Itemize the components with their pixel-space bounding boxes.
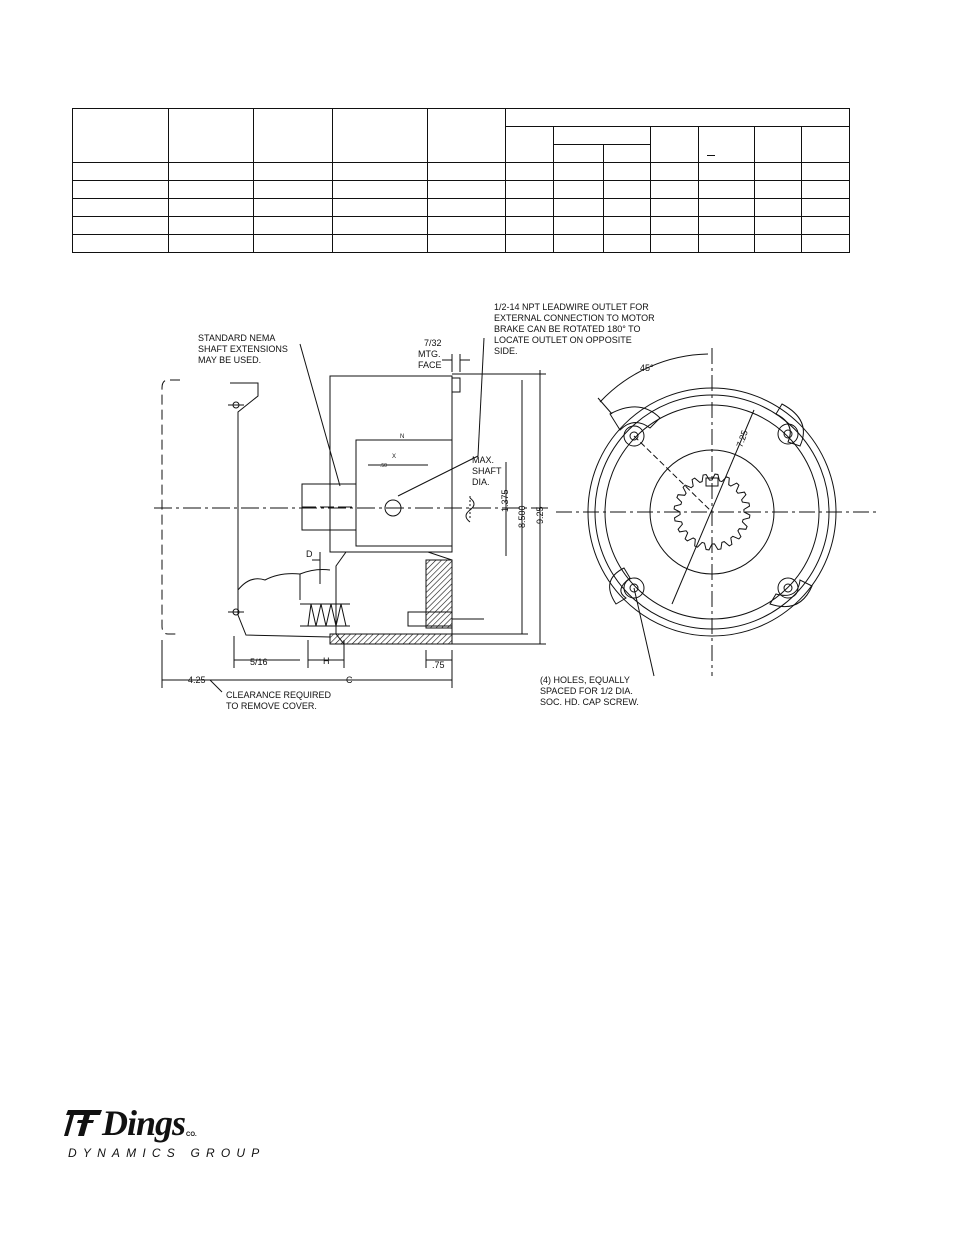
table-cell: [699, 235, 755, 253]
table-cell: [554, 181, 604, 199]
table-cell: [554, 163, 604, 181]
table-cell: [169, 235, 254, 253]
table-cell: [428, 109, 506, 163]
table-cell: [169, 199, 254, 217]
table-cell: [254, 199, 333, 217]
table-cell: [169, 181, 254, 199]
table-cell: [506, 217, 554, 235]
table-cell: [604, 235, 651, 253]
leadwire-note-line: EXTERNAL CONNECTION TO MOTOR: [494, 313, 655, 323]
table-cell: [699, 199, 755, 217]
table-cell: [428, 181, 506, 199]
holes-note-line: SPACED FOR 1/2 DIA.: [540, 686, 633, 696]
table-cell: [169, 217, 254, 235]
table-cell: [802, 217, 850, 235]
dim-d-label: D: [306, 549, 313, 559]
dim-925-label: 9.25: [535, 506, 545, 524]
dim-h-label: H: [323, 656, 330, 666]
holes-note-line: SOC. HD. CAP SCREW.: [540, 697, 639, 707]
max-shaft-label: DIA.: [472, 477, 490, 487]
table-cell: [428, 163, 506, 181]
nema-note-line: STANDARD NEMA: [198, 333, 276, 343]
dim-725-label: 7.25: [734, 428, 750, 449]
table-cell: [755, 235, 802, 253]
table-cell: [651, 217, 699, 235]
table-cell: [699, 127, 755, 163]
table-cell: [604, 181, 651, 199]
table-row: [73, 181, 850, 199]
table-row: [73, 217, 850, 235]
table-cell: [73, 181, 169, 199]
table-cell: [169, 163, 254, 181]
mtg-face-label: MTG.: [418, 349, 441, 359]
table-row: [73, 109, 850, 127]
logo-name: Dings: [102, 1103, 186, 1143]
table-cell: [699, 181, 755, 199]
logo-co: CO.: [186, 1132, 197, 1138]
table-cell: [506, 127, 554, 163]
table-cell: [428, 199, 506, 217]
mtg-face-label: 7/32: [424, 338, 442, 348]
table-cell: [604, 217, 651, 235]
table-cell: [73, 163, 169, 181]
table-cell: [333, 163, 428, 181]
table-cell: [333, 235, 428, 253]
table-row: [73, 235, 850, 253]
table-cell: [699, 217, 755, 235]
table-cell: [755, 181, 802, 199]
table-cell: [604, 199, 651, 217]
table-cell: [554, 145, 604, 163]
table-cell: [554, 199, 604, 217]
table-cell: [651, 199, 699, 217]
dim-n-label: N: [400, 434, 405, 440]
table-cell: [333, 199, 428, 217]
mtg-face-label: FACE: [418, 360, 442, 370]
nema-note-line: MAY BE USED.: [198, 355, 262, 365]
table-cell: [254, 163, 333, 181]
table-cell: [428, 235, 506, 253]
table-cell: [73, 109, 169, 163]
table-cell: [506, 163, 554, 181]
logo-tagline: DYNAMICS GROUP: [68, 1146, 266, 1160]
table-cell: [604, 163, 651, 181]
dim-x-label: X: [392, 454, 397, 460]
table-cell: [802, 181, 850, 199]
table-cell: [755, 127, 802, 163]
dim-8500-label: 8.500: [517, 505, 527, 528]
spec-table: [72, 108, 850, 253]
table-cell: [755, 163, 802, 181]
table-cell: [254, 217, 333, 235]
clearance-note-line: CLEARANCE REQUIRED: [226, 690, 332, 700]
table-cell: [554, 127, 651, 145]
table-cell: [651, 163, 699, 181]
leadwire-note-line: SIDE.: [494, 346, 518, 356]
table-row: [73, 199, 850, 217]
table-cell: [73, 199, 169, 217]
max-shaft-label: SHAFT: [472, 466, 502, 476]
dings-logo-mark-icon: [64, 1106, 104, 1138]
dim-1375-label: 1.375: [500, 489, 510, 512]
table-cell: [554, 217, 604, 235]
angle-45-label: 45°: [640, 363, 654, 373]
table-cell: [802, 235, 850, 253]
table-cell: [333, 181, 428, 199]
table-cell: [651, 127, 699, 163]
table-cell: [333, 109, 428, 163]
dim-516-label: 5/16: [250, 657, 268, 667]
dim-425-label: 4.25: [188, 675, 206, 685]
nema-note-line: SHAFT EXTENSIONS: [198, 344, 288, 354]
table-cell: [169, 109, 254, 163]
leadwire-note-line: LOCATE OUTLET ON OPPOSITE: [494, 335, 632, 345]
table-cell: [73, 235, 169, 253]
table-cell: [755, 217, 802, 235]
table-cell: [651, 181, 699, 199]
table-cell: [506, 109, 850, 127]
dim-c-label: C: [346, 675, 353, 685]
table-cell: [428, 217, 506, 235]
table-cell: [802, 163, 850, 181]
table-cell: [506, 199, 554, 217]
table-cell: [506, 181, 554, 199]
table-cell: [802, 127, 850, 163]
holes-note-line: (4) HOLES, EQUALLY: [540, 675, 630, 685]
table-cell: [755, 199, 802, 217]
dim-x-small-label: .50: [380, 463, 387, 469]
leadwire-note-line: BRAKE CAN BE ROTATED 180° TO: [494, 324, 641, 334]
table-cell: [604, 145, 651, 163]
table-cell: [254, 181, 333, 199]
table-cell: [73, 217, 169, 235]
table-cell: [699, 163, 755, 181]
table-cell: [506, 235, 554, 253]
brake-drawing: [0, 280, 954, 730]
table-cell: [554, 235, 604, 253]
clearance-note-line: TO REMOVE COVER.: [226, 701, 317, 711]
dim-75-label: .75: [432, 660, 445, 670]
dings-logo: [64, 1102, 294, 1166]
table-row: [73, 163, 850, 181]
table-cell: [651, 235, 699, 253]
table-cell: [254, 109, 333, 163]
table-cell: [254, 235, 333, 253]
leadwire-note-line: 1/2-14 NPT LEADWIRE OUTLET FOR: [494, 302, 649, 312]
max-shaft-label: MAX.: [472, 455, 495, 465]
table-cell: [333, 217, 428, 235]
table-cell: [802, 199, 850, 217]
